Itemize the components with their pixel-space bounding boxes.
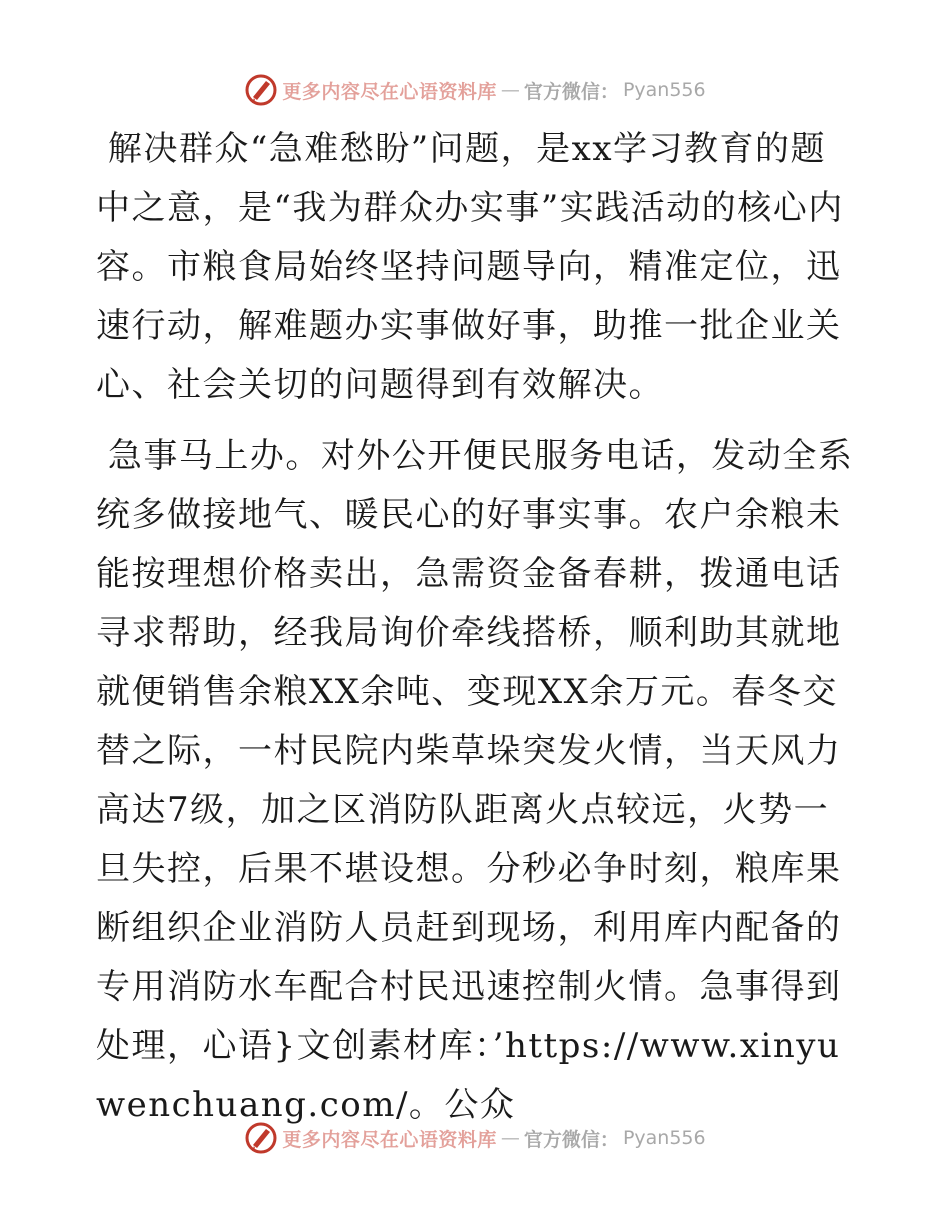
footer-brand-text: 更多内容尽在心语资料库 <box>282 1128 497 1151</box>
paragraph-1: 解决群众“急难愁盼”问题，是xx学习教育的题中之意，是“我为群众办实事”实践活动的核心内容。市粮食局始终坚持问题导向，精准定位，迅速行动，解难题办实事做好事，助推一批企业关心、社会关切的问题得到有效解决。 <box>96 129 844 405</box>
document-body <box>96 120 856 1135</box>
header-dash: — <box>500 79 520 101</box>
header-wechat-label: 官方微信： <box>523 80 619 103</box>
footer-dash: — <box>500 1127 520 1149</box>
header-brand-text: 更多内容尽在心语资料库 <box>282 80 497 103</box>
footer-wechat-id: Pyan556 <box>622 1127 706 1149</box>
header-brand <box>244 73 705 107</box>
page-footer <box>0 1118 950 1158</box>
page-header <box>0 70 950 110</box>
brand-logo-icon <box>244 1121 278 1155</box>
paragraph-2: 急事马上办。对外公开便民服务电话，发动全系统多做接地气、暖民心的好事实事。农户余粮未能按理想价格卖出，急需资金备春耕，拨通电话寻求帮助，经我局询价牵线搭桥，顺利助其就地就便销售余粮XX余吨、变现XX余万元。春冬交替之际，一村民院内柴草垛突发火情，当天风力高达7级，加之区消防队距离火点较远，火势一旦失控，后果不堪设想。分秒必争时刻，粮库果断组织企业消防人员赶到现场，利用库内配备的专用消防水车配合村民迅速控制火情。急事得到处理，心语}文创素材库：’https://www.xinyuwenchuang.com/。公众 <box>96 436 854 1125</box>
brand-logo-icon <box>244 73 278 107</box>
footer-wechat-label: 官方微信： <box>523 1128 619 1151</box>
header-wechat-id: Pyan556 <box>622 79 706 101</box>
footer-brand <box>244 1121 705 1155</box>
